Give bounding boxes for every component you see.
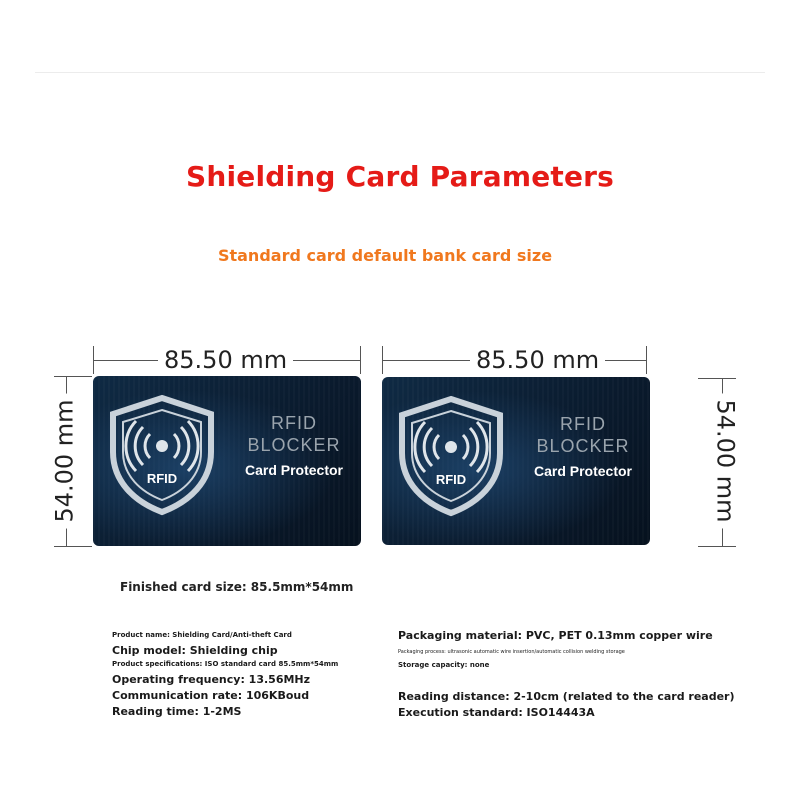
card-line-protector: Card Protector: [244, 462, 344, 478]
card-text-block: [518, 413, 648, 479]
finished-card-size: Finished card size: 85.5mm*54mm: [120, 580, 354, 594]
rfid-card-right: [382, 377, 650, 545]
specs-right-column: [398, 629, 735, 722]
shield-icon: [107, 394, 217, 516]
page-title: Shielding Card Parameters: [185, 160, 615, 193]
page-subtitle: Standard card default bank card size: [217, 246, 553, 265]
card-line-blocker: BLOCKER: [247, 435, 341, 455]
spec-chip-model: Chip model: Shielding chip: [112, 644, 278, 657]
card-line-rfid: RFID: [271, 413, 317, 433]
spec-packaging-process: Packaging process: ultrasonic automatic wire insertion/automatic collision welding storage: [398, 649, 625, 655]
spec-product-name: Product name: Shielding Card/Anti-theft Card: [112, 631, 292, 639]
right-side-dim-tick-t: [698, 378, 736, 379]
left-top-dim-tick-r: [360, 346, 361, 374]
card-line-protector: Card Protector: [533, 463, 633, 479]
spec-operating-frequency: Operating frequency: 13.56MHz: [112, 673, 311, 686]
card-line-rfid: RFID: [560, 414, 606, 434]
right-top-dim-tick-r: [646, 346, 647, 374]
shield-icon: [396, 395, 506, 517]
left-side-dim-tick-b: [54, 546, 92, 547]
spec-communication-rate: Communication rate: 106KBoud: [112, 689, 310, 702]
right-side-dim-tick-b: [698, 546, 736, 547]
rfid-card-left: [93, 376, 361, 546]
left-height-label: 54.00 mm: [52, 393, 78, 528]
specs-left-column: [112, 631, 338, 721]
card-line-blocker: BLOCKER: [536, 436, 630, 456]
spec-reading-distance: Reading distance: 2-10cm (related to the card reader): [398, 690, 735, 703]
spec-storage-capacity: Storage capacity: none: [398, 661, 490, 669]
spec-packaging-material: Packaging material: PVC, PET 0.13mm copper wire: [398, 629, 713, 642]
left-width-label: 85.50 mm: [158, 347, 293, 373]
right-height-label: 54.00 mm: [713, 393, 739, 528]
spec-reading-time: Reading time: 1-2MS: [112, 705, 242, 718]
shield-rfid-text: RFID: [146, 471, 178, 486]
left-top-dim-tick-l: [93, 346, 94, 374]
top-divider: [35, 72, 765, 73]
right-top-dim-tick-l: [382, 346, 383, 374]
spec-execution-standard: Execution standard: ISO14443A: [398, 706, 595, 719]
left-side-dim-tick-t: [54, 376, 92, 377]
right-width-label: 85.50 mm: [470, 347, 605, 373]
shield-rfid-text: RFID: [435, 472, 467, 487]
spec-product-specifications: Product specifications: ISO standard card 85.5mm*54mm: [112, 660, 339, 668]
card-text-block: [229, 412, 359, 478]
